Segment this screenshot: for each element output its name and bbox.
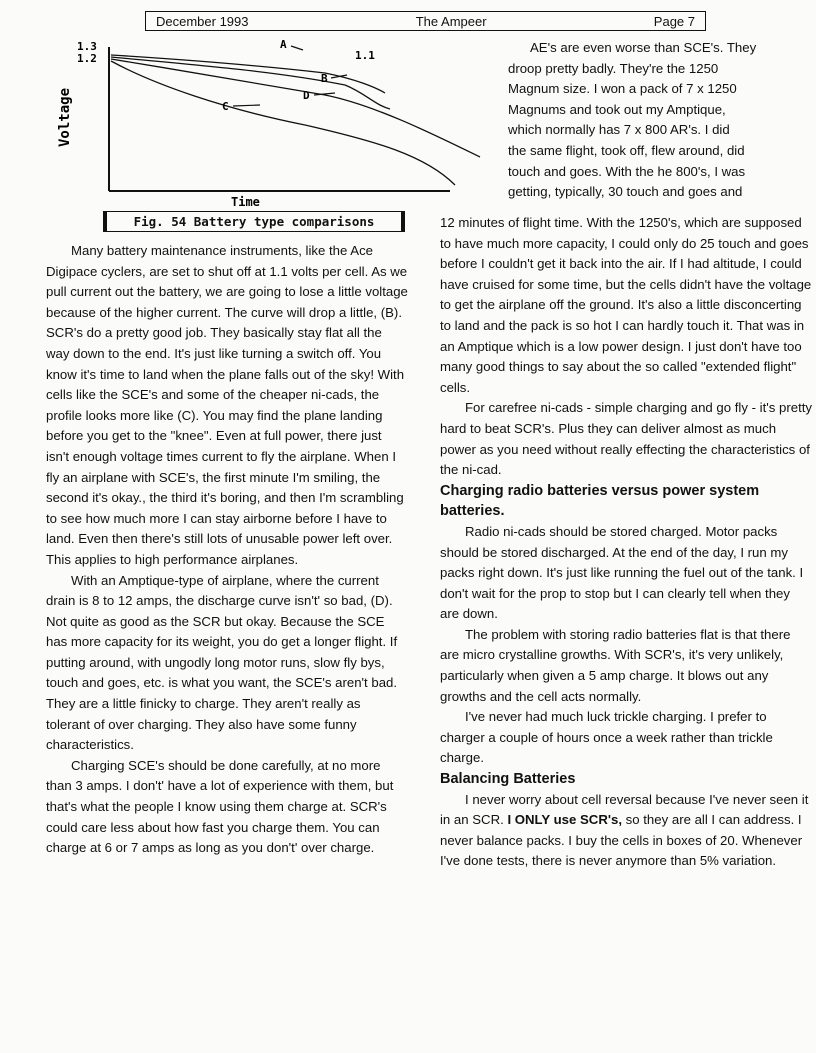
cutoff-label: 1.1 — [355, 49, 375, 62]
battery-chart — [55, 35, 485, 235]
page-header — [145, 11, 706, 31]
p6-start: I never worry about cell reversal because I've never seen it in an SCR. — [440, 791, 809, 828]
col2-top-line-6: the same flight, took off, flew around, did — [508, 142, 745, 158]
col2-paragraph-1: 12 minutes of flight time. With the 1250's, which are supposed to have much more capacity, I could only do 25 touch and goes before I couldn't get it back into the air. If I had altitude, I could have cruised for some time, but the cells didn't have the voltage to get the airplane off the ground. It's also a little disconcerting to land and the pack is so hot I can hardly touch it. That was in an Amptique which is a low power design. I just don't have too many good things to say about the so called "extended flight" cells. — [440, 215, 812, 395]
col2-top-line-2: droop pretty badly. They're the 1250 — [508, 60, 719, 76]
col2-top-line-1: AE's are even worse than SCE's. They — [530, 40, 757, 55]
curve-label-d: D — [303, 89, 310, 102]
col2-paragraph-3: Radio ni-cads should be stored charged. Motor packs should be stored discharged. At the end of the day, I run my packs right down. It's just like running the fuel out of the tank. I don't wait for the prop to stop but I can clearly tell when they are down. — [440, 523, 804, 622]
battery-chart-svg — [55, 35, 485, 235]
col2-top-line-5: which normally has 7 x 800 AR's. I did — [508, 122, 730, 138]
p6-end: so they are all I can address. I never balance packs. I buy the cells in boxes of 20. Whenever I've done tests, there is never anymore than 5% variation. — [440, 812, 803, 869]
col1-paragraph-2: With an Amptique-type of airplane, where the current drain is 8 to 12 amps, the discharge curve isn't' so bad, (D). Not quite as good as the SCR but okay. Because the SCE has more capacity for its weight, you do get a longer flight. If putting around, with ungodly long motor runs, slow fly bys, touch and goes, etc. is what you want, the SCE's aren't bad. They are a little finicky to charge. They aren't really as tolerant of over charging. They also have some funny characteristics. — [46, 572, 398, 753]
header-page: Page 7 — [653, 13, 695, 29]
p6-bold: I ONLY use SCR's, — [507, 812, 622, 828]
curve-label-a: A — [280, 38, 287, 51]
column-2 — [440, 213, 812, 872]
heading-balancing: Balancing Batteries — [440, 771, 576, 788]
column-2-top — [508, 38, 810, 203]
col2-paragraph-2: For carefree ni-cads - simple charging and go fly - it's pretty hard to beat SCR's. Plus they can deliver almost as much power as you need without really effecting the characteristics of the ni-cad. — [440, 400, 812, 478]
y-label-1-3: 1.3 — [77, 40, 97, 53]
y-label-1-2: 1.2 — [77, 52, 97, 65]
header-title: The Ampeer — [415, 13, 487, 29]
col2-paragraph-5: I've never had much luck trickle charging. I prefer to charger a couple of hours once a week rather than trickle charge. — [440, 709, 773, 766]
curve-label-b: B — [321, 72, 328, 85]
col2-paragraph-4: The problem with storing radio batteries flat is that there are micro crystalline growths. With SCR's, it's very unlikely, particularly when given a 5 amp charge. It blows out any growths and the cell acts normally. — [440, 626, 791, 704]
header-date: December 1993 — [156, 13, 249, 29]
y-axis-label: Voltage — [57, 87, 73, 147]
col1-paragraph-1: Many battery maintenance instruments, like the Ace Digipace cyclers, are set to shut off at 1.1 volts per cell. As we pull current out the battery, we are going to lose a little voltage because of the higher current. The curve will drop a little, (B). SCR's do a pretty good job. They basically stay flat all the way down to the end. It's just like turning a switch off. You know it's time to land when the plane falls out of the sky! With cells like the SCE's and some of the cheaper ni-cads, the profile looks more like (C). You may find the plane landing before you get to the "knee". Even at full power, there just isn't enough voltage times current to fly the airplane. When I fly an airplane with SCE's, the first minute I'm smiling, the second it's okay., the third it's boring, and then I'm scrambling to see how much more I can stay airborne before I have to land. Even then there's still lots of unusable power left over. This applies to high performance airplanes. — [46, 243, 408, 567]
column-1 — [46, 241, 408, 859]
heading-charging-radio: Charging radio batteries versus power system batteries. — [440, 482, 760, 520]
col2-top-line-4: Magnums and took out my Amptique, — [508, 101, 726, 117]
col2-top-line-3: Magnum size. I won a pack of 7 x 1250 — [508, 81, 737, 97]
curve-label-c: C — [222, 100, 229, 113]
figure-caption: Fig. 54 Battery type comparisons — [103, 211, 405, 232]
col2-top-line-7: touch and goes. With the he 800's, I was — [508, 163, 746, 179]
x-axis-label: Time — [231, 195, 260, 209]
col2-paragraph-6 — [440, 790, 812, 872]
curve-d — [111, 59, 480, 157]
col1-paragraph-3: Charging SCE's should be done carefully, at no more than 3 amps. I don't' have a lot of experience with them, but that's what the people I know using them charge at. SCR's could care less about how fast you charge them. You can charge at 6 or 7 amps as long as you don't' over charge. — [46, 757, 394, 856]
curve-c — [111, 61, 455, 185]
col2-top-line-8: getting, typically, 30 touch and goes and — [508, 184, 743, 200]
